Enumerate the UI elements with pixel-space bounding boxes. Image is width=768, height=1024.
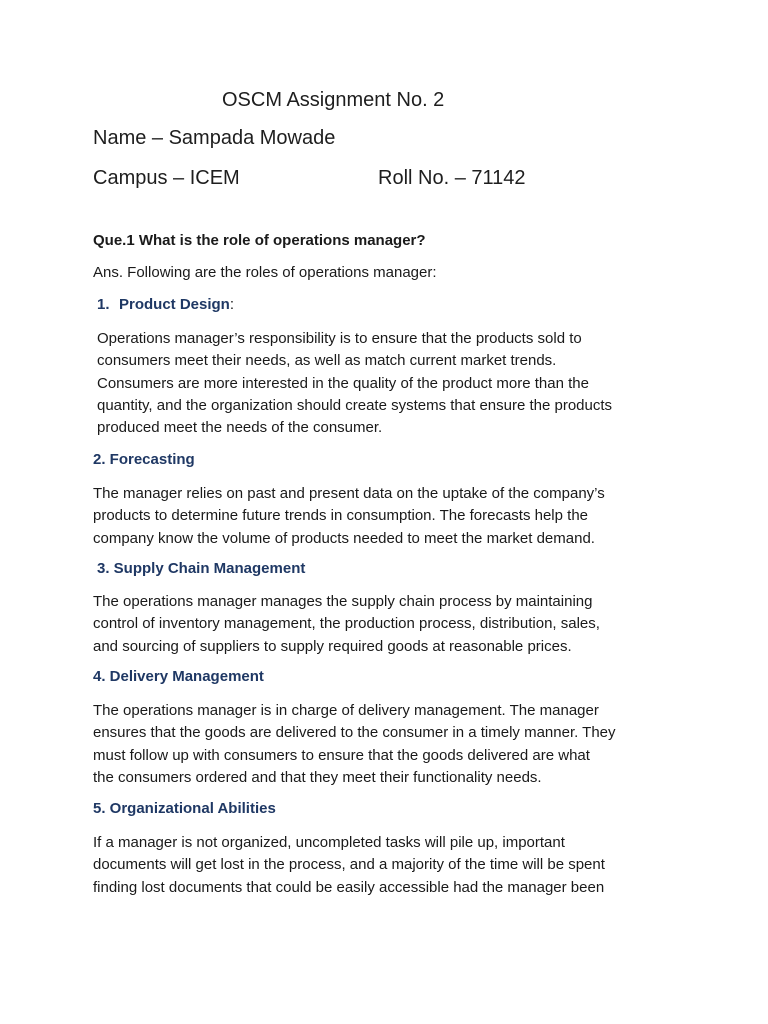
paragraph-line: If a manager is not organized, uncompleted tasks will pile up, important [93,834,565,851]
paragraph-line: and sourcing of suppliers to supply required goods at reasonable prices. [93,637,572,655]
paragraph-line: Consumers are more interested in the quality of the product more than the [97,374,589,392]
section-heading-delivery: 4. Delivery Management [93,668,264,685]
paragraph-line: The operations manager is in charge of delivery management. The manager [93,702,599,719]
campus-label: Campus – ICEM [93,167,240,189]
student-name: Name – Sampada Mowade [93,127,336,149]
roll-number: Roll No. – 71142 [378,167,526,189]
paragraph-line: consumers meet their needs, as well as match current market trends. [97,352,557,370]
paragraph-delivery [93,700,616,789]
paragraph-forecasting [93,483,605,550]
paragraph-line: documents will get lost in the process, and a majority of the time will be spent [93,856,605,874]
paragraph-supply-chain [93,591,600,658]
paragraph-line: produced meet the needs of the consumer. [97,419,383,437]
paragraph-line: Operations manager’s responsibility is to ensure that the products sold to [97,330,582,347]
heading-label: Product Design [119,296,230,313]
paragraph-line: The manager relies on past and present data on the uptake of the company’s [93,485,605,502]
paragraph-organizational [93,832,605,899]
section-heading-organizational: 5. Organizational Abilities [93,800,276,817]
answer-intro: Ans. Following are the roles of operations manager: [93,264,437,281]
paragraph-line: the consumers ordered and that they meet their functionality needs. [93,768,542,786]
list-number: 1. [97,296,110,313]
paragraph-line: must follow up with consumers to ensure that the goods delivered are what [93,746,590,764]
section-heading-forecasting: 2. Forecasting [93,451,195,468]
assignment-title: OSCM Assignment No. 2 [222,89,445,111]
paragraph-line: company know the volume of products needed to meet the market demand. [93,529,595,547]
heading-suffix: : [229,296,235,313]
paragraph-line: control of inventory management, the production process, distribution, sales, [93,615,600,633]
paragraph-line: The operations manager manages the supply chain process by maintaining [93,593,593,610]
paragraph-product-design [97,328,612,439]
paragraph-line: ensures that the goods are delivered to the consumer in a timely manner. They [93,724,616,742]
section-heading-product-design [97,296,234,313]
section-heading-supply-chain: 3. Supply Chain Management [97,560,306,577]
paragraph-line: finding lost documents that could be easily accessible had the manager been [93,878,605,896]
paragraph-line: products to determine future trends in consumption. The forecasts help the [93,507,588,525]
question-text: Que.1 What is the role of operations manager? [93,232,426,249]
paragraph-line: quantity, and the organization should create systems that ensure the products [97,396,613,414]
